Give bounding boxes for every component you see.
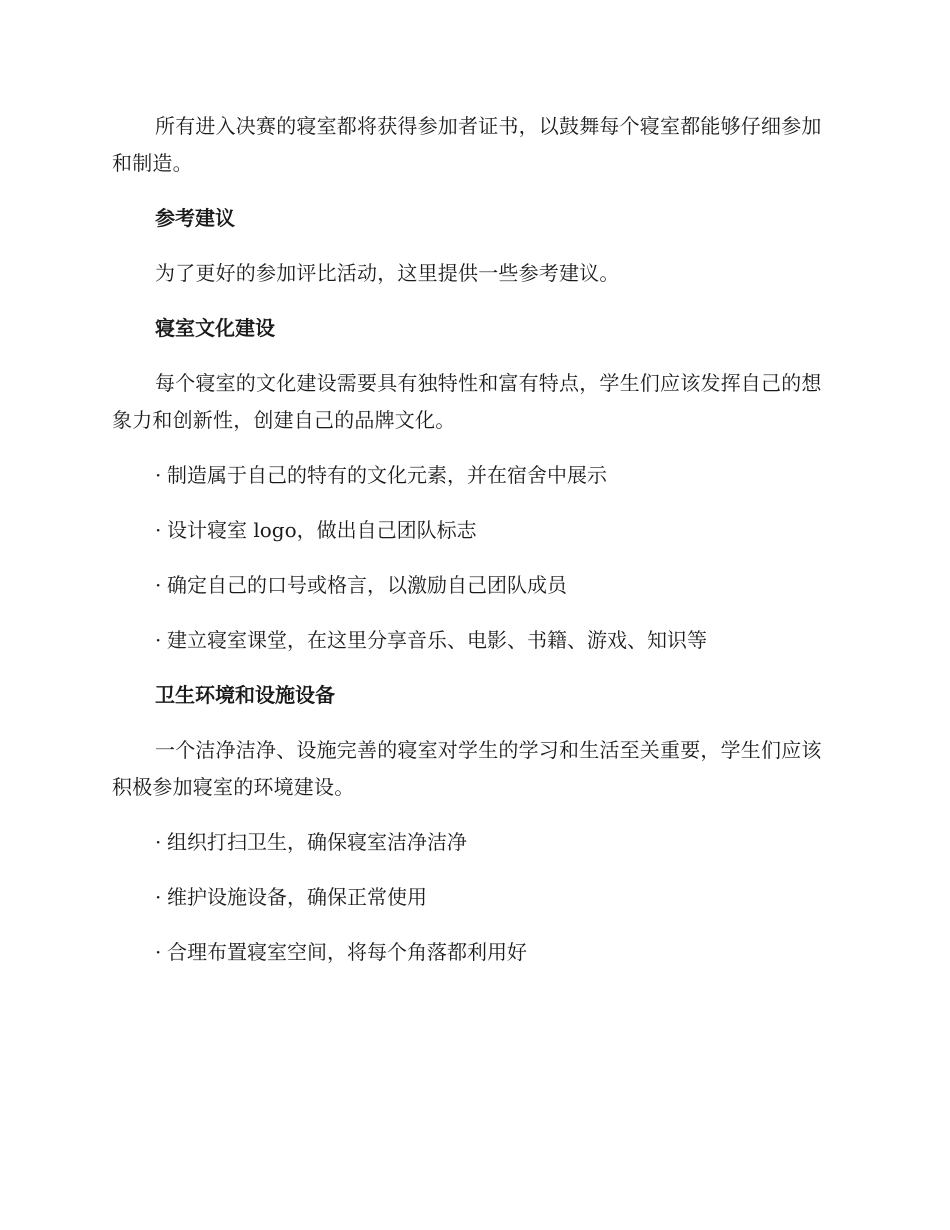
bullet-icon: · <box>155 463 162 487</box>
paragraph-dorm-culture: 每个寝室的文化建设需要具有独特性和富有特点，学生们应该发挥自己的想象力和创新性，创建自己的品牌文化。 <box>112 371 822 432</box>
list-item <box>155 512 830 549</box>
list-item-text: 建立寝室课堂，在这里分享音乐、电影、书籍、游戏、知识等 <box>167 628 707 652</box>
bullet-icon: · <box>155 573 162 597</box>
list-item <box>155 457 830 494</box>
heading-suggestions: 参考建议 <box>155 206 235 230</box>
list-item-text: 确定自己的口号或格言，以激励自己团队成员 <box>167 573 567 597</box>
bullet-icon: · <box>155 518 162 542</box>
document-page <box>112 108 830 989</box>
bullet-icon: · <box>155 628 162 652</box>
list-item-text: 组织打扫卫生，确保寝室洁净洁净 <box>167 830 467 854</box>
list-item <box>155 567 830 604</box>
heading-hygiene-facilities: 卫生环境和设施设备 <box>155 683 335 707</box>
list-item <box>155 622 830 659</box>
list-item-text: 制造属于自己的特有的文化元素，并在宿舍中展示 <box>167 463 607 487</box>
bullet-icon: · <box>155 940 162 964</box>
heading-dorm-culture: 寝室文化建设 <box>155 316 275 340</box>
bullet-icon: · <box>155 885 162 909</box>
list-item <box>155 824 830 861</box>
list-item-text: 设计寝室 logo，做出自己团队标志 <box>167 518 477 542</box>
list-item-text: 合理布置寝室空间，将每个角落都利用好 <box>167 940 527 964</box>
list-item <box>155 879 830 916</box>
paragraph-certificate: 所有进入决赛的寝室都将获得参加者证书，以鼓舞每个寝室都能够仔细参加和制造。 <box>112 114 822 175</box>
paragraph-hygiene: 一个洁净洁净、设施完善的寝室对学生的学习和生活至关重要，学生们应该积极参加寝室的环境建设。 <box>112 738 822 799</box>
list-item <box>155 934 830 971</box>
list-item-text: 维护设施设备，确保正常使用 <box>167 885 427 909</box>
bullet-icon: · <box>155 830 162 854</box>
paragraph-suggestions-intro: 为了更好的参加评比活动，这里提供一些参考建议。 <box>155 261 620 285</box>
